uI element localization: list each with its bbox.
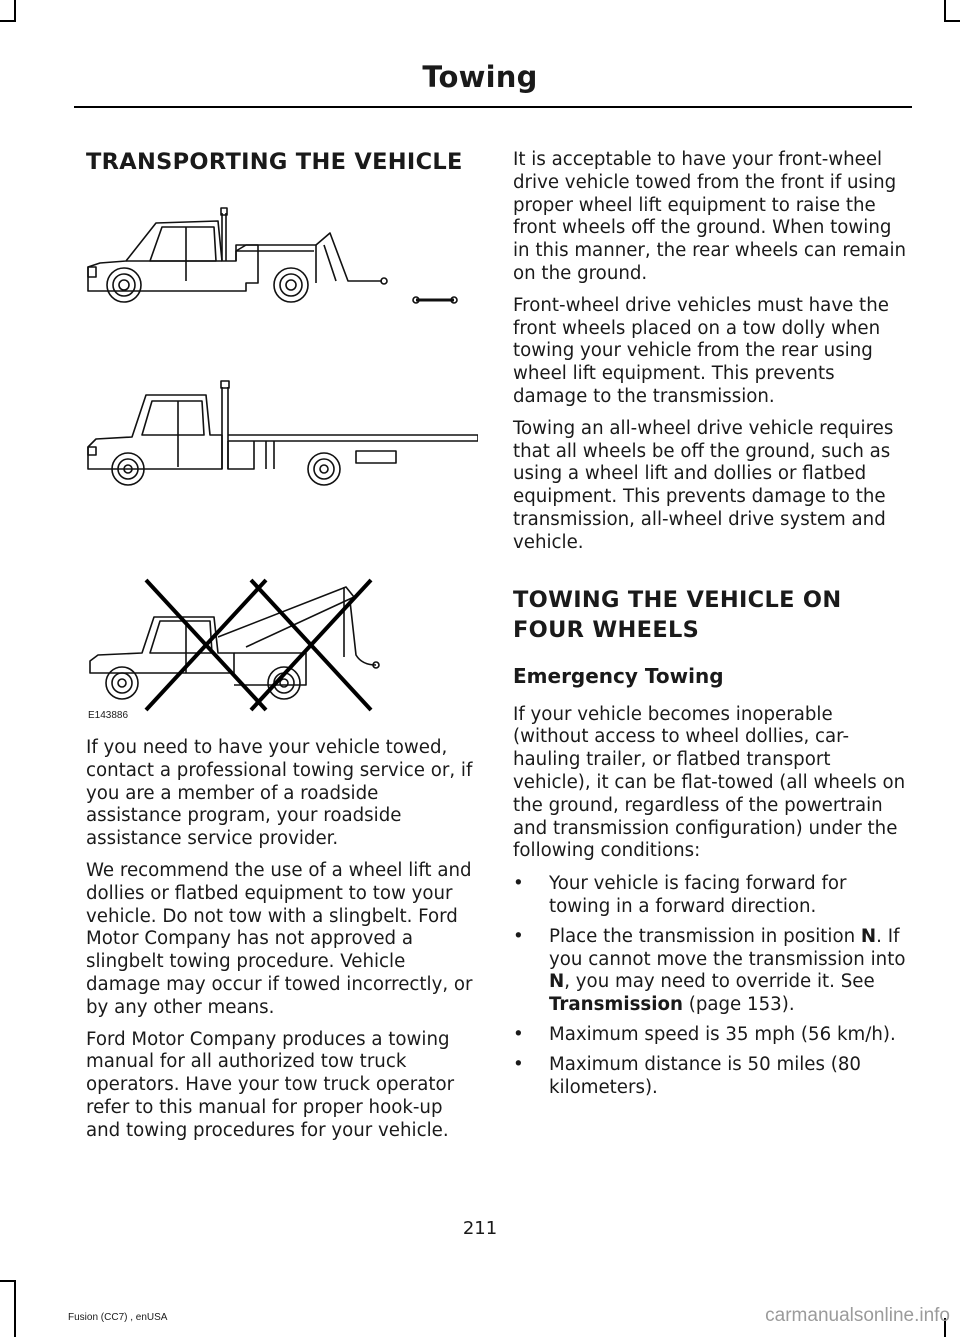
crop-mark bbox=[14, 0, 16, 22]
flatbed-truck-illustration bbox=[88, 381, 478, 485]
paragraph: Front-wheel drive vehicles must have the front wheels placed on a tow dolly when towing your vehicle from the rear using wheel lift equipment. This prevents damage to the transmission. bbox=[513, 294, 889, 407]
prohibited-x-mark bbox=[146, 580, 371, 710]
paragraph: If you need to have your vehicle towed, contact a professional towing service or, if you are a member of a roadside assistance program, your roadside assistance service provider. bbox=[86, 737, 473, 850]
header-divider bbox=[74, 106, 912, 108]
crop-mark bbox=[944, 20, 960, 22]
crop-mark bbox=[0, 1280, 16, 1282]
section-heading-transporting: TRANSPORTING THE VEHICLE bbox=[86, 149, 463, 175]
page-number: 211 bbox=[462, 1218, 498, 1239]
left-body-text bbox=[86, 737, 478, 1143]
crop-mark bbox=[944, 0, 946, 22]
wheel-lift-truck-illustration bbox=[88, 208, 457, 303]
paragraph: If your vehicle becomes inoperable (without access to wheel dollies, car-hauling trailer, or flatbed transport vehicle), it can be flat-towed (all wheels on the ground, regardless of the powertrain and transmission configuration) under the following conditions: bbox=[513, 703, 906, 862]
bullet-marker: • bbox=[513, 925, 524, 947]
list-item: • Your vehicle is facing forward for towing in a forward direction. bbox=[513, 873, 847, 917]
paragraph: Ford Motor Company produces a towing manual for all authorized tow truck operators. Have your tow truck operator refer to this manual for proper hook-up and towing procedures for your vehicle. bbox=[86, 1028, 455, 1141]
section-heading-four-wheels bbox=[513, 585, 908, 645]
page-header-title: Towing bbox=[422, 60, 538, 94]
figure-code-label: E143886 bbox=[88, 710, 129, 721]
paragraph: It is acceptable to have your front-wheel drive vehicle towed from the front if using proper wheel lift equipment to raise the front wheels off the ground. When towing in this manner, the rear wheels can remain on the ground. bbox=[513, 149, 907, 284]
list-item: • Place the transmission in position N. If you cannot move the transmission into N, you may need to override it. See Transmission (page 153). bbox=[513, 925, 906, 1016]
document-footer: Fusion (CC7) , enUSA bbox=[68, 1312, 168, 1323]
paragraph: We recommend the use of a wheel lift and dollies or flatbed equipment to tow your vehicle. Do not tow with a slingbelt. Ford Motor Company has not approved a slingbelt towing procedure. Vehicle damage may occur if towed incorrectly, or by any other means. bbox=[86, 859, 473, 1018]
bullet-marker: • bbox=[513, 873, 524, 895]
right-body-text bbox=[513, 149, 908, 1106]
list-item: • Maximum distance is 50 miles (80 kilometers). bbox=[513, 1053, 861, 1098]
list-item: • Maximum speed is 35 mph (56 km/h). bbox=[513, 1023, 896, 1045]
watermark-text: carmanualsonline.info bbox=[765, 1305, 950, 1326]
crop-mark bbox=[14, 1280, 16, 1337]
conditions-list bbox=[513, 873, 908, 1099]
towing-methods-figure bbox=[86, 205, 478, 725]
transmission-reference-link[interactable]: Transmission bbox=[549, 994, 683, 1016]
bullet-marker: • bbox=[513, 1023, 524, 1045]
paragraph: Towing an all-wheel drive vehicle requires that all wheels be off the ground, such as using a wheel lift and dollies or flatbed equipment. This prevents damage to the transmission, all-wheel drive system and vehicle. bbox=[513, 417, 894, 553]
subheading-emergency-towing: Emergency Towing bbox=[513, 663, 724, 688]
towing-illustration bbox=[86, 205, 478, 725]
crop-mark bbox=[0, 20, 16, 22]
heading-line: TOWING THE VEHICLE ON bbox=[513, 586, 842, 613]
bullet-marker: • bbox=[513, 1053, 524, 1075]
slingbelt-truck-illustration bbox=[90, 587, 379, 699]
heading-line: FOUR WHEELS bbox=[513, 616, 700, 643]
